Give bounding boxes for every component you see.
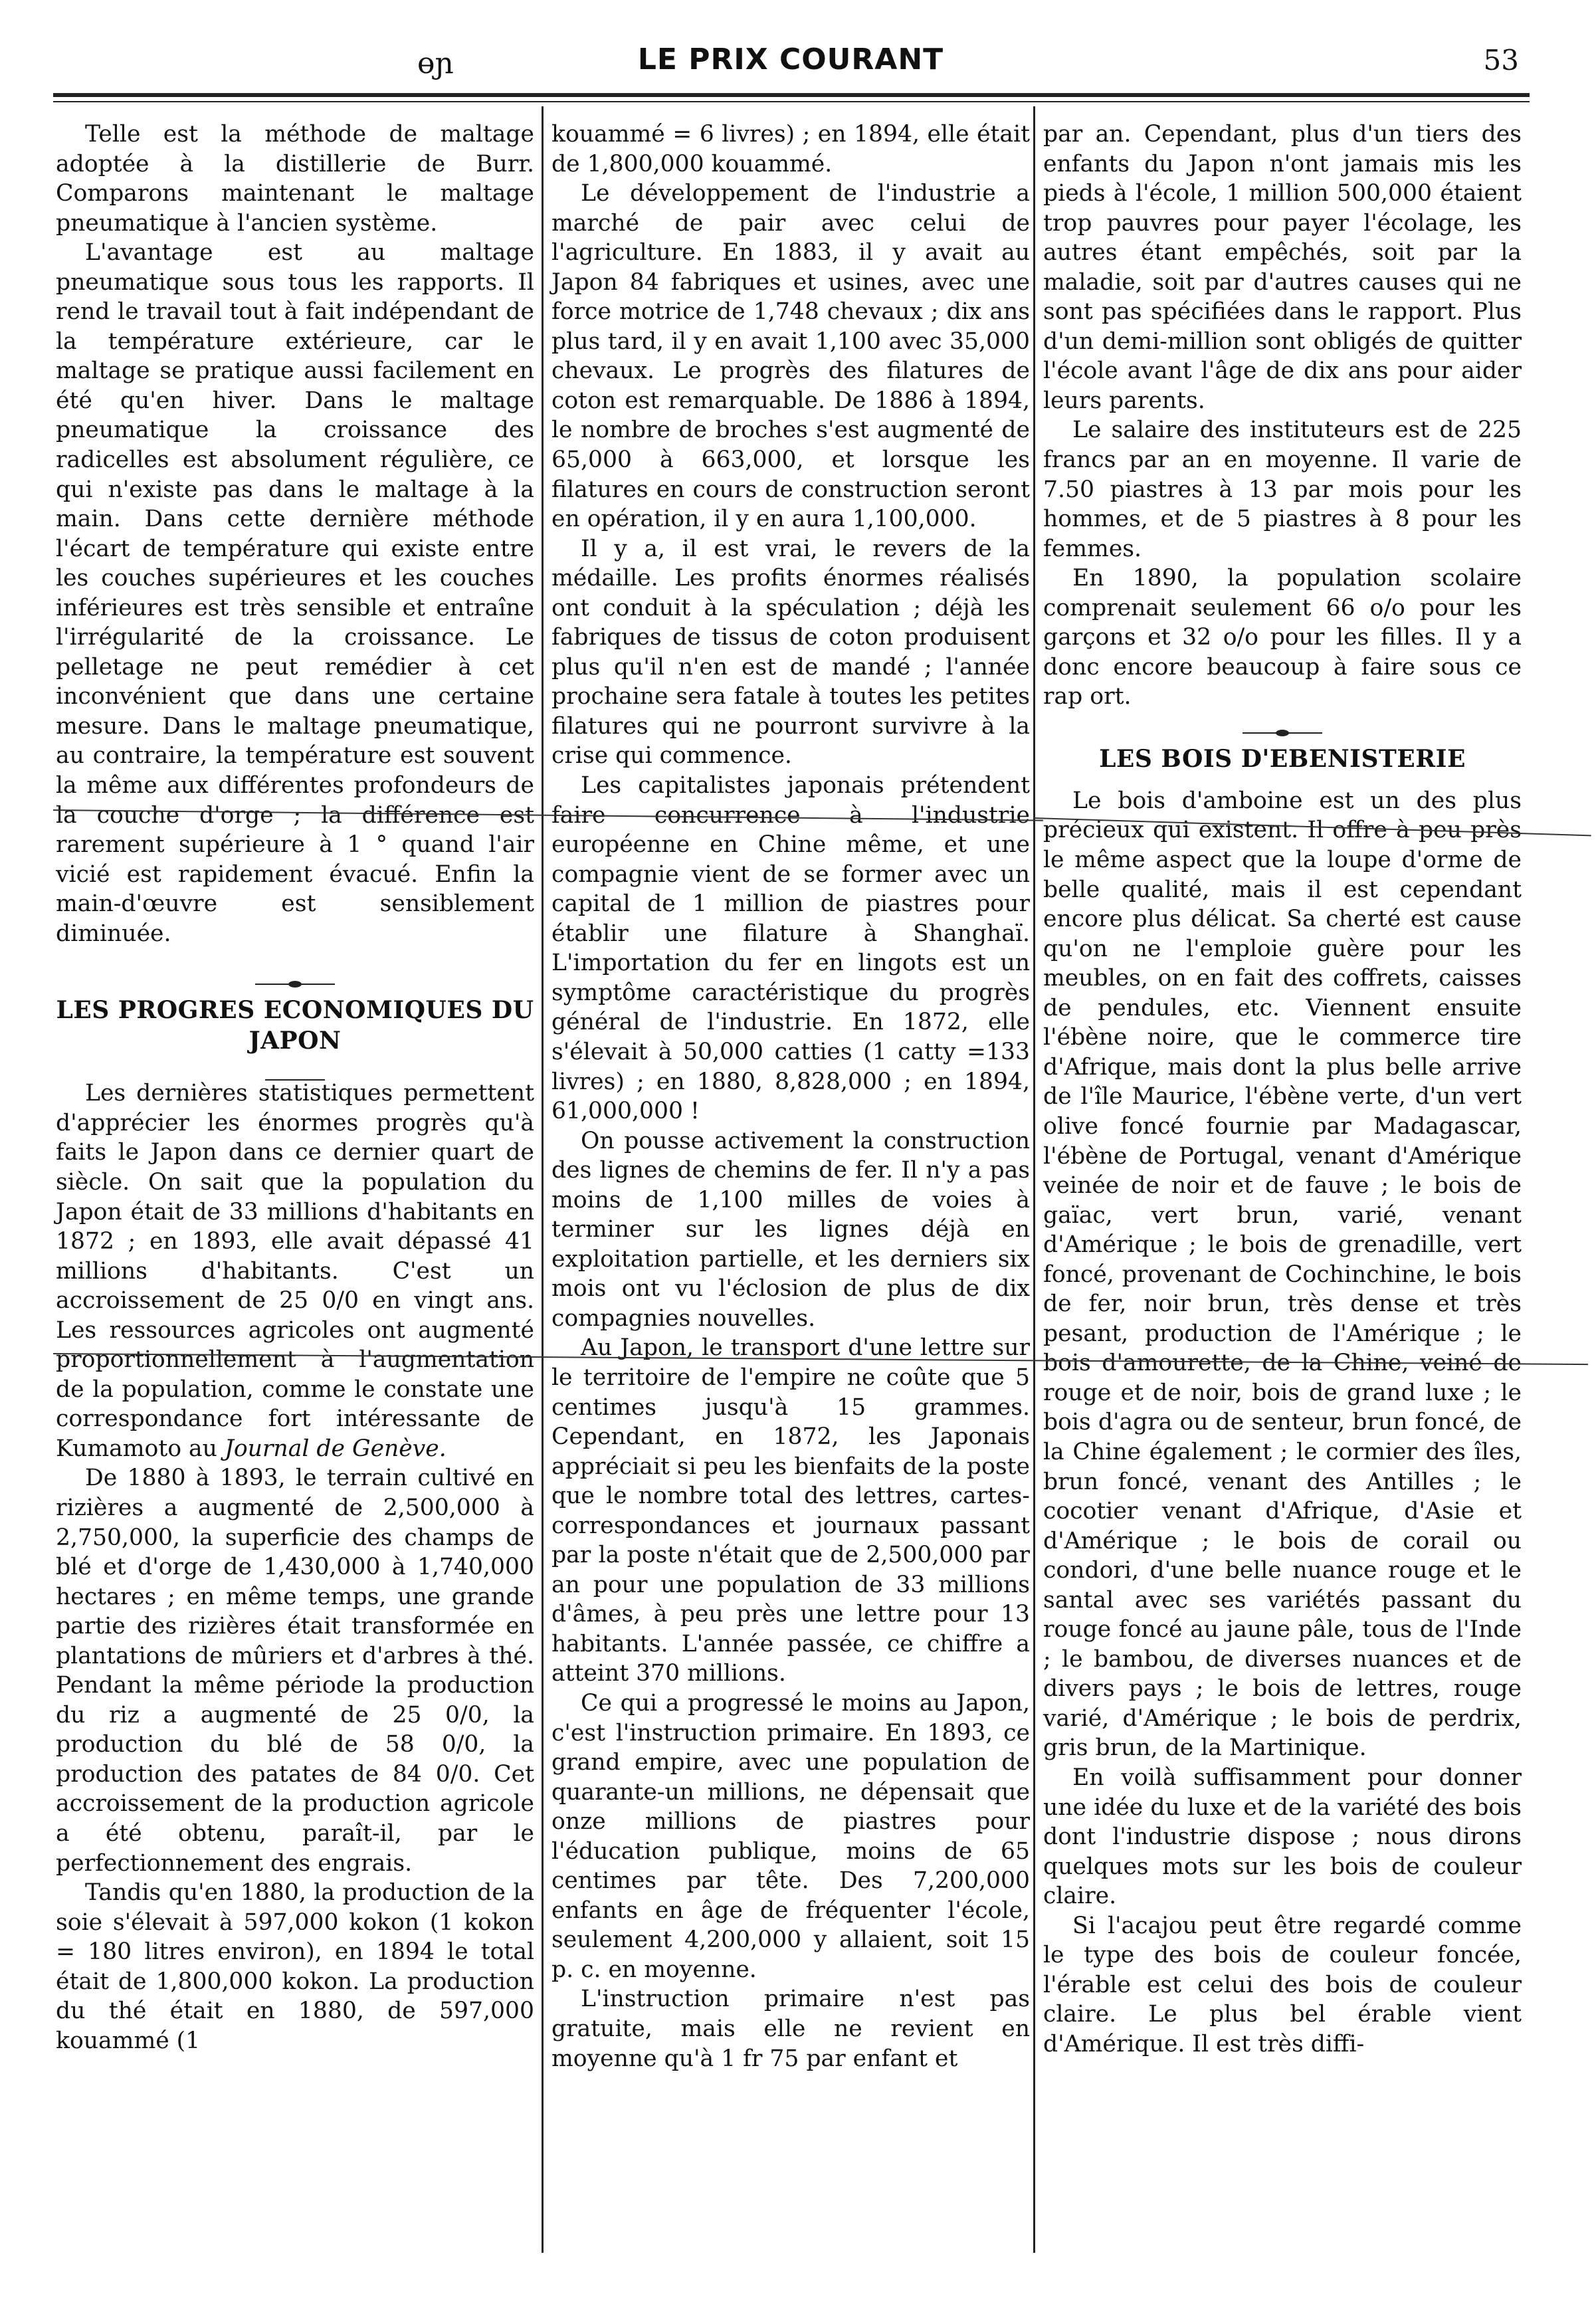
paragraph: Il y a, il est vrai, le revers de la médaille. Les profits énormes réalisés ont conduit à la spéculation ; déjà les fabriques de tissus de coton produisent plus qu'il n'en est de mandé ; l'année prochaine sera fatale à toutes les petites filatures qui ne pourront survivre à la crise qui commence. [551, 535, 1030, 770]
paragraph: par an. Cependant, plus d'un tiers des enfants du Japon n'ont jamais mis les pieds à l'école, 1 million 500,000 étaient trop pauvres pour payer l'écolage, les autres étant empêchés, soit par la maladie, soit par d'autres causes qui ne sont pas spécifiées dans le rapport. Plus d'un demi-million sont obligés de quitter l'école avant l'âge de dix ans pour aider leurs parents. [1043, 121, 1522, 414]
header-rule-thick [53, 93, 1530, 97]
paragraph: Les dernières statistiques permettent d'apprécier les énormes progrès qu'à faits le Japon dans ce dernier quart de siècle. On sait que la population du Japon était de 33 millions d'habitants en 1872 ; en 1893, elle avait dépassé 41 millions d'habitants. C'est un accroissement de 25 0/0 en vingt ans. Les ressources agricoles ont augmenté proportionnellement à l'augmentation de la population, comme le constate une correspondance fort intéressante de Kumamoto au Journal de Genève. [56, 1080, 534, 1462]
column-3 [1043, 120, 1522, 2059]
paragraph: En 1890, la population scolaire comprenait seulement 66 o/o pour les garçons et 32 o/o pour les filles. Il y a donc encore beaucoup à faire sous ce rap ort. [1043, 565, 1522, 710]
section-title-japon: LES PROGRES ECONOMIQUES DU JAPON [56, 996, 534, 1055]
paragraph: Le développement de l'industrie a marché de pair avec celui de l'agriculture. En 1883, il y avait au Japon 84 fabriques et usines, avec une force motrice de 1,748 chevaux ; dix ans plus tard, il y en avait 1,100 avec 35,000 chevaux. Le progrès des filatures de coton est remarquable. De 1886 à 1894, le nombre de broches s'est augmenté de 65,000 à 663,000, et lorsque les filatures en cours de construction seront en opération, il y en aura 1,100,000. [551, 180, 1030, 533]
paragraph: Tandis qu'en 1880, la production de la soie s'élevait à 597,000 kokon (1 kokon = 180 litres environ), en 1894 le total était de 1,800,000 kokon. La production du thé était en 1880, de 597,000 kouammé (1 [56, 1879, 534, 2054]
paragraph: kouammé = 6 livres) ; en 1894, elle était de 1,800,000 kouammé. [551, 121, 1030, 177]
paragraph: Au Japon, le transport d'une lettre sur le territoire de l'empire ne coûte que 5 centimes jusqu'à 15 grammes. Cependant, en 1872, les Japonais appréciait si peu les bienfaits de la poste que le nombre total des lettres, cartes-correspondances et journaux passant par la poste n'était que de 2,500,000 par an pour une population de 33 millions d'âmes, à peu près une lettre pour 13 habitants. L'année passée, ce chiffre a atteint 370 millions. [551, 1334, 1030, 1687]
paragraph: L'avantage est au maltage pneumatique sous tous les rapports. Il rend le travail tout à fait indépendant de la température extérieure, car le maltage se pratique aussi facilement en été qu'en hiver. Dans le maltage pneumatique la croissance des radicelles est absolument régulière, ce qui n'existe pas dans le maltage à la main. Dans cette dernière méthode l'écart de température qui existe entre les couches supérieures et les couches inférieures est très sensible et entraîne l'irrégularité de la croissance. Le pelletage ne peut remédier à cet inconvénient que dans une certaine mesure. Dans le maltage pneumatique, au contraire, la température est souvent la même aux différentes profondeurs de la couche d'orge ; la différence est rarement supérieure à 1 ° quand l'air vicié est rapidement évacué. Enfin la main-d'œuvre est sensiblement diminuée. [56, 239, 534, 947]
header-rule-thin [53, 101, 1530, 102]
section-title-ebenisterie: LES BOIS D'EBENISTERIE [1099, 744, 1466, 773]
paragraph: En voilà suffisamment pour donner une idée du luxe et de la variété des bois dont l'industrie dispose ; nous dirons quelques mots sur les bois de couleur claire. [1043, 1764, 1522, 1910]
paragraph: Telle est la méthode de maltage adoptée à la distillerie de Burr. Comparons maintenant le maltage pneumatique à l'ancien système. [56, 121, 534, 237]
paragraph: Le bois d'amboine est un des plus précieux qui existent. Il offre à peu près le même aspect que la loupe d'orme de belle qualité, mais il est cependant encore plus délicat. Sa cherté est cause qu'on ne l'emploie guère pour les meubles, on en fait des coffrets, caisses de pendules, etc. Viennent ensuite l'ébène noire, que le commerce tire d'Afrique, mais dont la plus belle arrive de l'île Maurice, l'ébène verte, d'un vert olive foncé fournie par Madagascar, l'ébène de Portugal, venant d'Amérique veinée de noir et de fauve ; le bois de gaïac, vert brun, varié, venant d'Amérique ; le bois de grenadille, vert foncé, provenant de Cochinchine, le bois de fer, noir brun, très dense et très pesant, production de l'Amérique ; le bois d'amourette, de la Chine, veiné de rouge et de noir, bois de grand luxe ; le bois d'agra ou de senteur, brun foncé, de la Chine également ; le cormier des îles, brun foncé, venant des Antilles ; le cocotier venant d'Afrique, d'Asie et d'Amérique ; le bois de corail ou condori, d'une belle nuance rouge et le santal avec ses variétés passant du rouge foncé au jaune pâle, tous de l'Inde ; le bambou, de diverses nuances et de divers pays ; le bois de lettres, rouge varié, d'Amérique ; le bois de perdrix, gris brun, de la Martinique. [1043, 787, 1522, 1762]
paragraph: De 1880 à 1893, le terrain cultivé en rizières a augmenté de 2,500,000 à 2,750,000, la superficie des champs de blé et d'orge de 1,430,000 à 1,740,000 hectares ; en même temps, une grande partie des rizières était transformée en plantations de mûriers et d'arbres à thé. Pendant la même période la production du riz a augmenté de 25 0/0, la production du blé de 58 0/0, la production des patates de 84 0/0. Cet accroissement de la production agricole a été obtenu, paraît-il, par le perfectionnement des engrais. [56, 1465, 534, 1877]
paragraph: On pousse activement la construction des lignes de chemins de fer. Il n'y a pas moins de 1,100 milles de voies à terminer sur les lignes déjà en exploitation partielle, et les derniers six mois ont vu l'éclosion de plus de dix compagnies nouvelles. [551, 1127, 1030, 1332]
column-divider-1 [542, 106, 544, 2253]
page-header [53, 35, 1528, 88]
paragraph: Le salaire des instituteurs est de 225 francs par an en moyenne. Il varie de 7.50 piastres à 13 par mois pour les hommes, et de 5 piastres à 8 pour les femmes. [1043, 417, 1522, 562]
column-1 [56, 120, 534, 2055]
section-rule [56, 1059, 534, 1079]
printer-mark-glyph: ɵɲ [417, 47, 454, 80]
paragraph: Ce qui a progressé le moins au Japon, c'est l'instruction primaire. En 1893, ce grand empire, avec une population de quarante-un millions, ne dépensait que onze millions de piastres pour l'éducation publique, moins de 65 centimes par tête. Des 7,200,000 enfants en âge de fréquenter l'école, seulement 4,200,000 y allaient, soit 15 p. c. en moyenne. [551, 1689, 1030, 1983]
paragraph: L'instruction primaire n'est pas gratuite, mais elle ne revient en moyenne qu'à 1 fr 75 par enfant et [551, 1986, 1030, 2072]
section-ornament [56, 963, 534, 992]
column-2 [551, 120, 1030, 2073]
section-ornament [1043, 712, 1522, 741]
italic-citation: Journal de Genève. [224, 1435, 447, 1462]
journal-title: LE PRIX COURANT [637, 43, 944, 76]
page-number: 53 [1483, 44, 1519, 76]
paragraph: Si l'acajou peut être regardé comme le type des bois de couleur foncée, l'érable est celui des bois de couleur claire. Le plus bel érable vient d'Amérique. Il est très diffi- [1043, 1912, 1522, 2057]
column-divider-2 [1033, 106, 1035, 2253]
paragraph: Les capitalistes japonais prétendent faire concurrence à l'industrie européenne en Chine même, et une compagnie vient de se former avec un capital de 1 million de piastres pour établir une filature à Shanghaï. L'importation du fer en lingots est un symptôme caractéristique du progrès général de l'industrie. En 1872, elle s'élevait à 50,000 catties (1 catty =133 livres) ; en 1880, 8,828,000 ; en 1894, 61,000,000 ! [551, 772, 1030, 1125]
